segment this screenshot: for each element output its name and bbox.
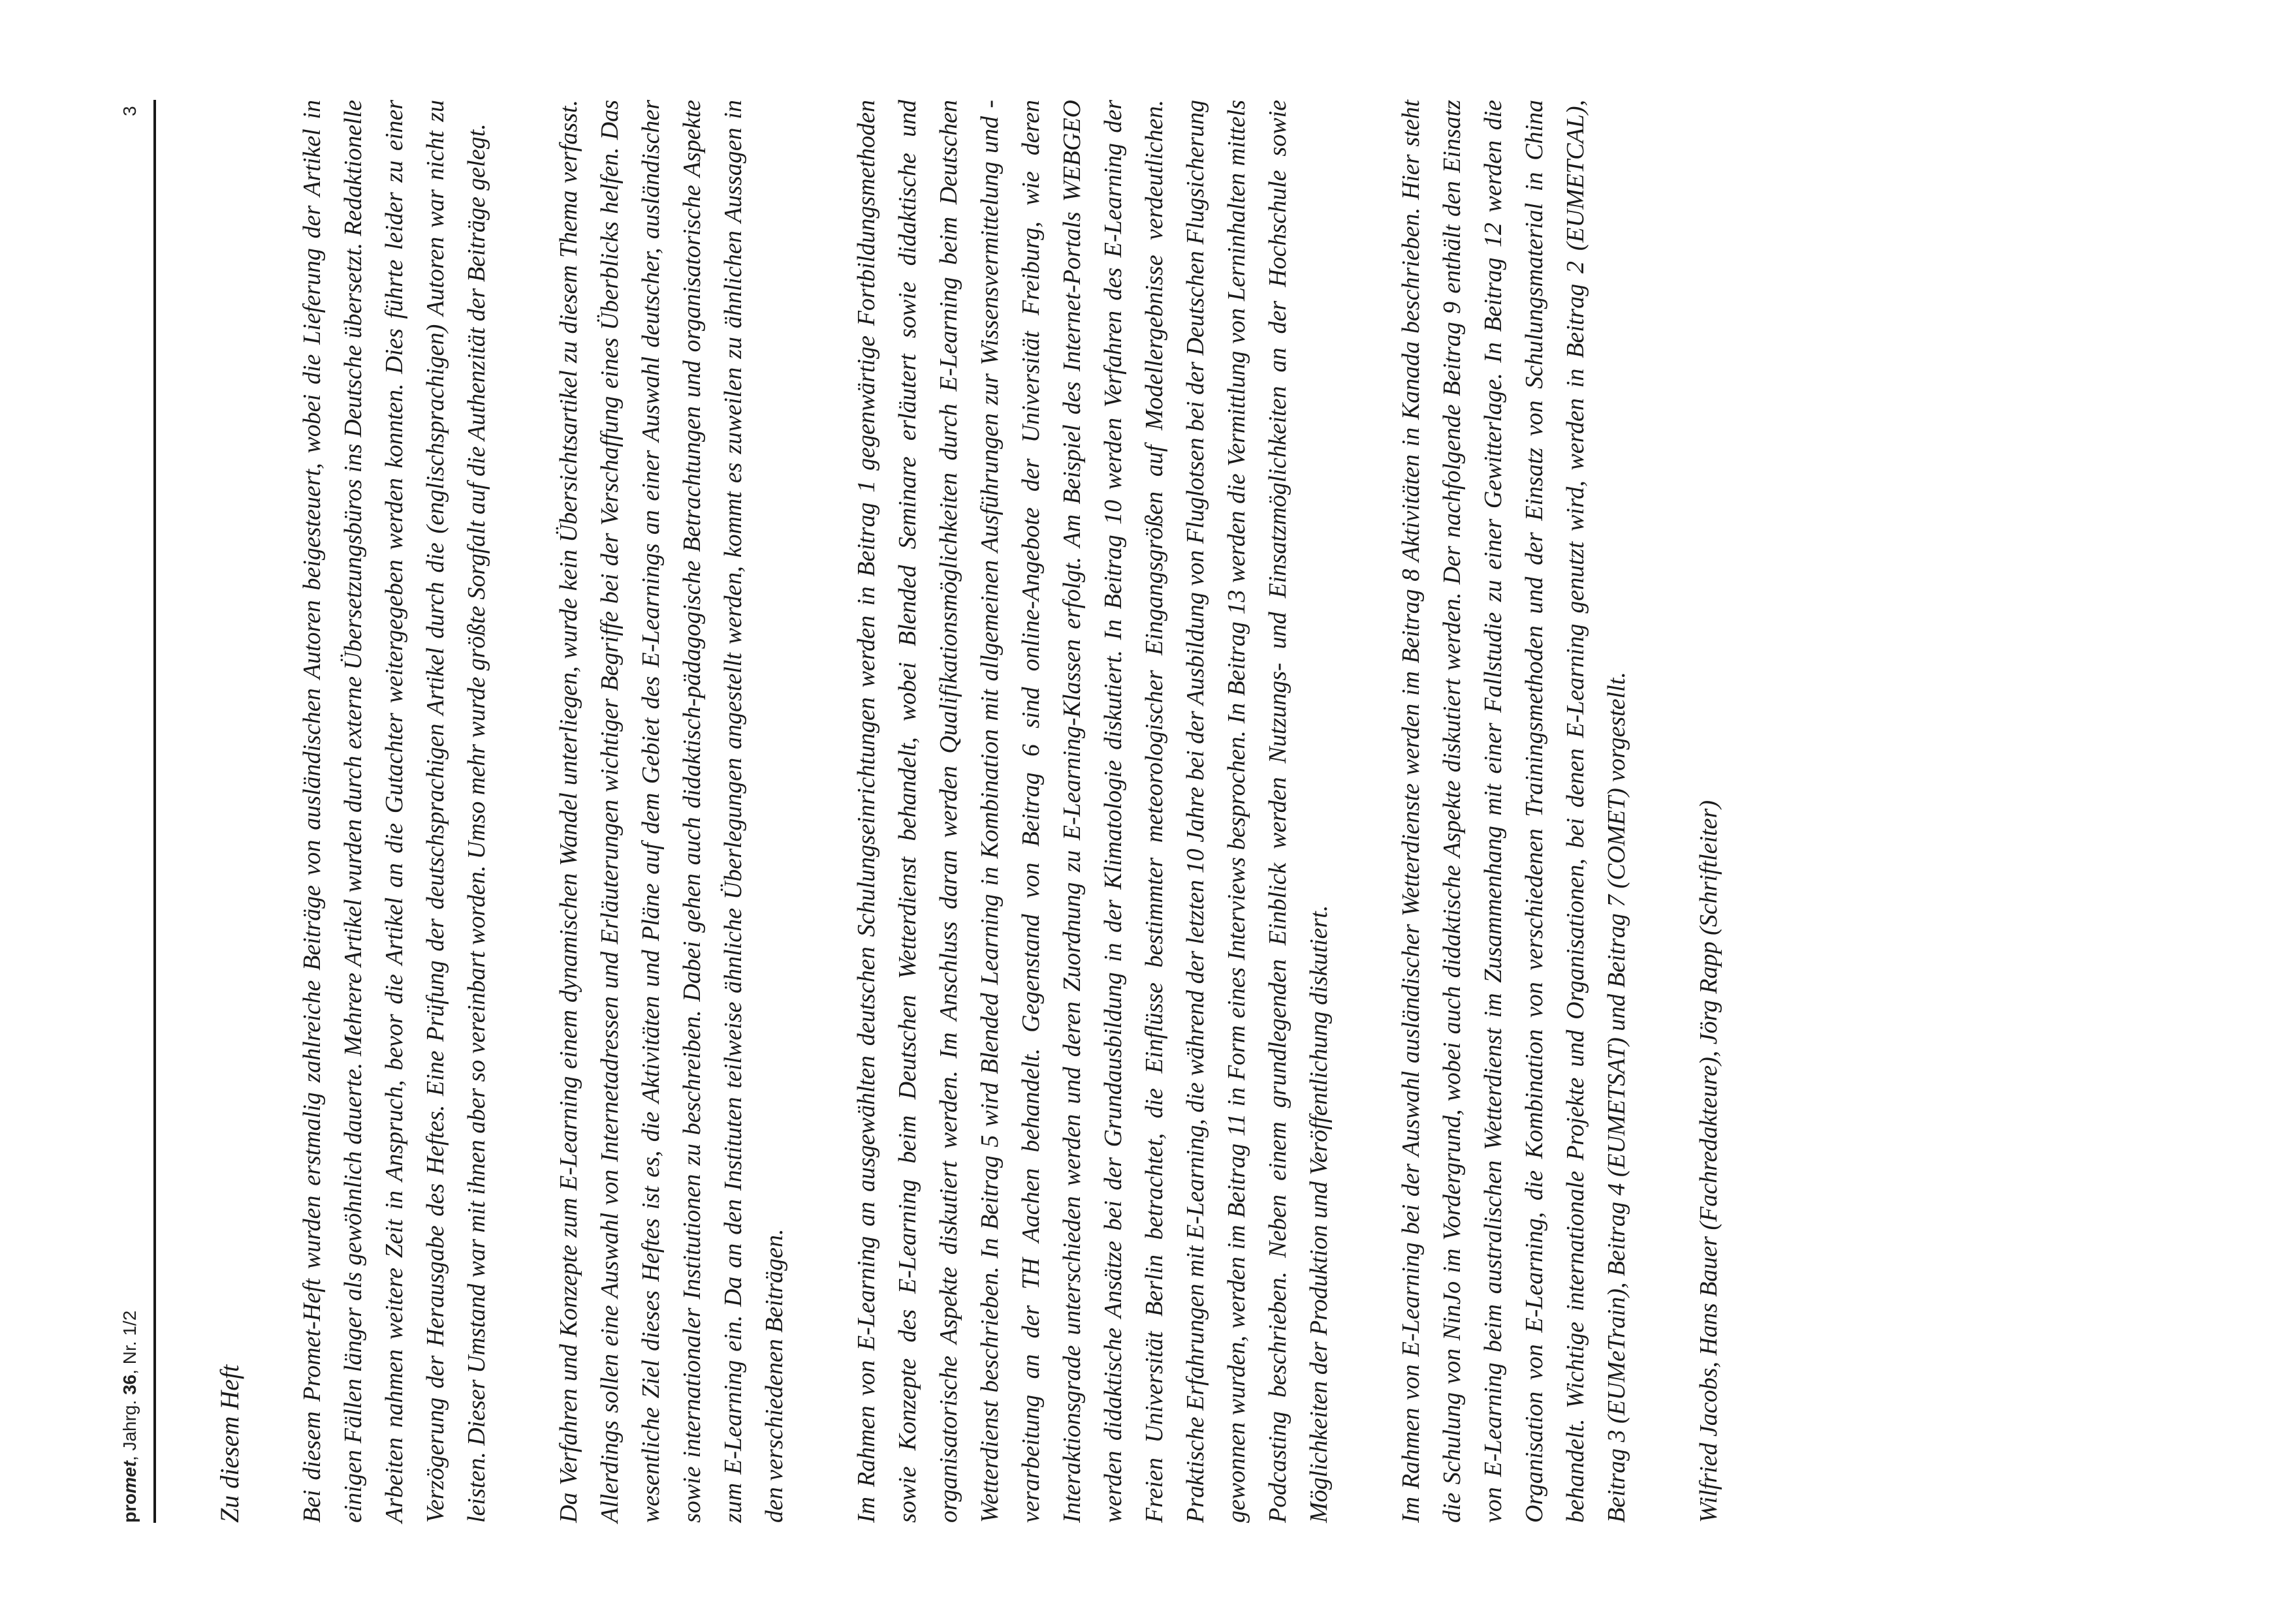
page-number: 3 <box>119 106 140 116</box>
paragraph-foreign-services: Im Rahmen von E-Learning bei der Auswahl ausländischer Wetterdienste werden im Beitrag 8 Aktivitäten in Kanada beschrieben. Hier steht die Schulung von NinJo im Vordergrund, wobei auch didaktische Aspekte diskutiert werden. Der nachfolgende Beitrag 9 enthält den Einsatz von E-Learning beim australischen Wetterdienst im Zusammenhang mit einer Fallstudie zu einer Gewitterlage. In Beitrag 12 werden die Organisation von E-Learning, die Kombination von verschiedenen Trainingsmethoden und der Einsatz von Schulungsmaterial in China behandelt. Wichtige internationale Projekte und Organisationen, bei denen E-Learning genutzt wird, werden in Beitrag 2 (EUMETCAL), Beitrag 3 (EUMeTrain), Beitrag 4 (EUMETSAT) und Beitrag 7 (COMET) vorgestellt. <box>1397 100 1630 1523</box>
journal-name-prefix: pro <box>119 1493 140 1523</box>
volume-number: 36 <box>119 1374 140 1395</box>
running-head <box>0 0 176 1624</box>
article-title: Zu diesem Heft <box>215 1364 244 1523</box>
paragraph-concepts: Da Verfahren und Konzepte zum E-Learning einem dynamischen Wandel unterliegen, wurde kein Übersichtsartikel zu diesem Thema verfasst. Allerdings sollen eine Auswahl von Internetadressen und Erläuterungen wichtiger Begriffe bei der Verschaffung eines Überblicks helfen. Das wesentliche Ziel dieses Heftes ist es, die Aktivitäten und Pläne auf dem Gebiet des E-Learnings an einer Auswahl deutscher, ausländischer sowie internationaler Institutionen zu beschreiben. Dabei gehen auch didaktisch-pädagogische Betrachtungen und organisatorische Aspekte zum E-Learning ein. Da an den Instituten teilweise ähnliche Überlegungen angestellt werden, kommt es zuweilen zu ähnlichen Aussagen in den verschiedenen Beiträgen. <box>555 100 788 1523</box>
header-rule <box>153 100 156 1523</box>
volume-label: , Jahrg. <box>119 1399 140 1461</box>
journal-reference <box>119 1311 140 1523</box>
journal-name-suffix: met <box>119 1461 140 1493</box>
paragraph-german-institutions: Im Rahmen von E-Learning an ausgewählten deutschen Schulungseinrichtungen werden in Beitrag 1 gegenwärtige Fortbildungsmethoden sowie Konzepte des E-Learning beim Deutschen Wetterdienst behandelt, wobei Blended Seminare erläutert sowie didaktische und organisatorische Aspekte diskutiert werden. Im Anschluss daran werden Qualifikationsmöglichkeiten durch E-Learning beim Deutschen Wetterdienst beschrieben. In Beitrag 5 wird Blended Learning in Kombination mit allgemeinen Ausführungen zur Wissensvermittelung und -verarbeitung an der TH Aachen behandelt. Gegenstand von Beitrag 6 sind online-Angebote der Universität Freiburg, wie deren Interaktionsgrade unterschieden werden und deren Zuordnung zu E-Learning-Klassen erfolgt. Am Beispiel des Internet-Portals WEBGEO werden didaktische Ansätze bei der Grundausbildung in der Klimatologie diskutiert. In Beitrag 10 werden Verfahren des E-Learning der Freien Universität Berlin betrachtet, die Einflüsse bestimmter meteorologischer Eingangsgrößen auf Modellergebnisse verdeutlichen. Praktische Erfahrungen mit E-Learning, die während der letzten 10 Jahre bei der Ausbildung von Fluglotsen bei der Deutschen Flugsicherung gewonnen wurden, werden im Beitrag 11 in Form eines Interviews besprochen. In Beitrag 13 werden die Vermittlung von Lerninhalten mittels Podcasting beschrieben. Neben einem grundlegenden Einblick werden Nutzungs- und Einsatzmöglichkeiten an der Hochschule sowie Möglichkeiten der Produktion und Veröffentlichung diskutiert. <box>853 100 1333 1523</box>
paragraph-intro: Bei diesem Promet-Heft wurden erstmalig zahlreiche Beiträge von ausländischen Autoren beigesteuert, wobei die Lieferung der Artikel in einigen Fällen länger als gewöhnlich dauerte. Mehrere Artikel wurden durch externe Übersetzungsbüros ins Deutsche übersetzt. Redaktionelle Arbeiten nahmen weitere Zeit in Anspruch, bevor die Artikel an die Gutachter weitergegeben werden konnten. Dies führte leider zu einer Verzögerung der Herausgabe des Heftes. Eine Prüfung der deutschsprachigen Artikel durch die (englischsprachigen) Autoren war nicht zu leisten. Dieser Umstand war mit ihnen aber so vereinbart worden. Umso mehr wurde größte Sorgfalt auf die Authenzität der Beiträge gelegt. <box>298 100 490 1523</box>
article-body <box>209 100 1781 1523</box>
issue-number: , Nr. 1/2 <box>119 1310 140 1375</box>
editor-signature: Wilfried Jacobs, Hans Bauer (Fachredakteure), Jörg Rapp (Schriftleiter) <box>1695 800 1722 1523</box>
